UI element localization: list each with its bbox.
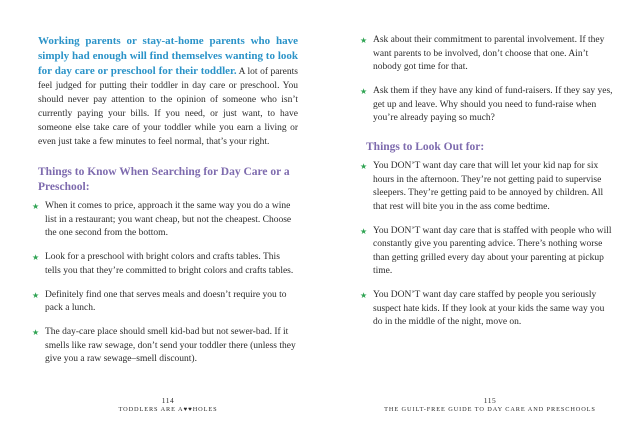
page-number: 115 (483, 396, 497, 405)
section-heading-lookout: Things to Look Out for: (366, 140, 485, 153)
list-item (32, 289, 298, 316)
star-bullet-icon: ★ (360, 36, 368, 45)
list-item (360, 160, 614, 214)
list-item (32, 326, 298, 367)
bullet-text: You DON’T want day care that is staffed with people who will constantly give you parenting advice. There’s nothing worse than getting grilled every day about your parenting at pickup time. (373, 225, 612, 276)
list-item (360, 225, 614, 279)
section-heading-know: Things to Know When Searching for Day Care or a Preschool: (38, 166, 290, 193)
list-item (360, 34, 614, 75)
bullet-text: You DON’T want day care staffed by people you seriously suspect hate kids. If they look at your kids the same way you do in the middle of the night, move on. (373, 290, 605, 327)
star-bullet-icon: ★ (360, 162, 368, 171)
bullet-text: Definitely find one that serves meals and doesn’t require you to pack a lunch. (45, 289, 287, 313)
bullet-text: When it comes to price, approach it the same way you do a wine list in a restaurant; you want cheap, but not the cheapest. Choose the one second from the bottom. (45, 201, 292, 238)
footer-left (38, 396, 298, 414)
list-item (360, 85, 614, 126)
running-footer: TODDLERS ARE A♥♥HOLES (118, 406, 218, 413)
intro-lead-sentence: Working parents or stay-at-home parents who have simply had enough will find themselves wanting to look for day care or preschool for their toddler. (38, 35, 298, 77)
star-bullet-icon: ★ (360, 226, 368, 236)
footer-right (366, 396, 614, 414)
page-left (32, 0, 298, 426)
bullet-text: Look for a preschool with bright colors and crafts tables. This tells you that they’re committed to bright colors and crafts tables. (45, 252, 294, 276)
star-bullet-icon: ★ (32, 253, 40, 262)
bullet-text: The day-care place should smell kid-bad but not sewer-bad. If it smells like raw sewage, don’t send your toddler there (unless they give you a raw sewage–smell discount). (45, 327, 296, 364)
star-bullet-icon: ★ (360, 87, 368, 96)
bullet-text: Ask them if they have any kind of fund-raisers. If they say yes, get up and leave. Why should you need to fund-raise when you’re already paying so much? (373, 86, 613, 123)
star-bullet-icon: ★ (32, 202, 40, 211)
know-list (32, 200, 298, 367)
star-bullet-icon: ★ (32, 290, 40, 300)
bullet-text: Ask about their commitment to parental involvement. If they want parents to be involved, don’t choose that one. Ain’t nobody got time for that. (373, 35, 605, 72)
intro-body-text: A lot of parents feel judged for putting their toddler in day care or preschool. You should never pay attention to the opinion of someone who isn’t currently paying your bills. If you need, or just want, to have someone else take care of your toddler while you earn a living or even just take a few minutes to feel normal, that’s your right. (38, 67, 298, 147)
bullet-text: You DON’T want day care that will let your kid nap for six hours in the afternoon. They’re not getting paid to supervise sleepers. They’re getting paid to be annoyed by children. All that rest will bite you in the ass come bedtime. (373, 161, 604, 212)
running-footer: THE GUILT-FREE GUIDE TO DAY CARE AND PRESCHOOLS (384, 406, 596, 413)
page-number: 114 (161, 396, 175, 405)
lookout-list (360, 160, 614, 330)
intro-paragraph (38, 34, 298, 149)
questions-list (360, 34, 614, 126)
list-item (32, 251, 298, 278)
list-item (32, 200, 298, 241)
list-item (360, 289, 614, 330)
star-bullet-icon: ★ (32, 328, 40, 337)
page-right (360, 0, 614, 426)
star-bullet-icon: ★ (360, 291, 368, 300)
